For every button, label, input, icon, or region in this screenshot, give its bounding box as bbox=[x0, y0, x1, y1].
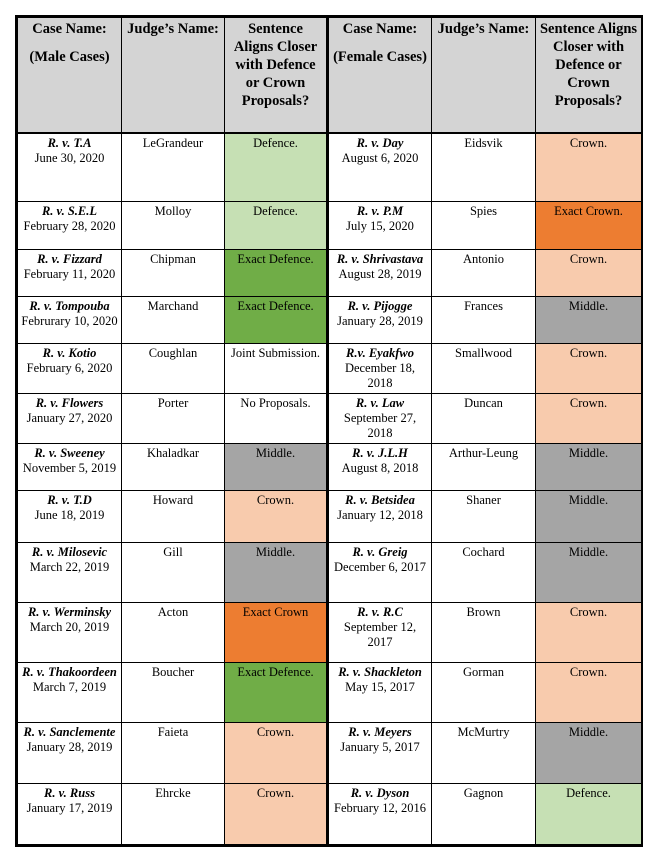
m-alignment-cell: Middle. bbox=[225, 444, 328, 491]
m-alignment-cell: Exact Defence. bbox=[225, 297, 328, 344]
m-judge-cell: Howard bbox=[122, 491, 225, 543]
f-case-name: R. v. Greig bbox=[352, 545, 408, 559]
f-case-name: R. v. Betsidea bbox=[345, 493, 415, 507]
table-row bbox=[18, 250, 642, 297]
m-case-date: February 11, 2020 bbox=[23, 267, 116, 281]
f-judge-cell: Spies bbox=[432, 202, 536, 250]
m-case-date: February 28, 2020 bbox=[23, 219, 116, 233]
m-case-cell bbox=[18, 297, 122, 344]
m-case-name: R. v. Sweeney bbox=[34, 446, 105, 460]
table-row bbox=[18, 543, 642, 603]
f-alignment-cell: Middle. bbox=[536, 444, 642, 491]
header-male-alignment: Sentence Aligns Closer with Defence or Crown Proposals? bbox=[225, 18, 328, 133]
table-row bbox=[18, 297, 642, 344]
m-case-name: R. v. Thakoordeen bbox=[22, 665, 117, 679]
m-judge-cell: LeGrandeur bbox=[122, 133, 225, 202]
m-case-name: R. v. T.D bbox=[47, 493, 92, 507]
table-row bbox=[18, 394, 642, 444]
m-case-name: R. v. Tompouba bbox=[29, 299, 110, 313]
table-row bbox=[18, 603, 642, 663]
header-female-case: Case Name: (Female Cases) bbox=[328, 18, 432, 133]
table-row bbox=[18, 344, 642, 394]
f-judge-cell: Antonio bbox=[432, 250, 536, 297]
f-judge-cell: Gorman bbox=[432, 663, 536, 723]
f-alignment-cell: Exact Crown. bbox=[536, 202, 642, 250]
m-case-date: March 22, 2019 bbox=[29, 560, 110, 574]
m-case-date: January 28, 2019 bbox=[26, 740, 113, 754]
f-case-name: R.v. Eyakfwo bbox=[346, 346, 414, 360]
m-alignment-cell: Defence. bbox=[225, 133, 328, 202]
m-case-date: March 20, 2019 bbox=[29, 620, 110, 634]
f-case-date: August 6, 2020 bbox=[341, 150, 419, 165]
m-judge-cell: Khaladkar bbox=[122, 444, 225, 491]
f-case-cell bbox=[328, 663, 432, 723]
f-case-cell bbox=[328, 133, 432, 202]
f-case-name: R. v. Meyers bbox=[348, 725, 412, 739]
f-case-cell bbox=[328, 202, 432, 250]
f-judge-cell: Gagnon bbox=[432, 784, 536, 845]
f-case-cell bbox=[328, 603, 432, 663]
m-alignment-cell: Crown. bbox=[225, 723, 328, 784]
f-case-date: July 15, 2020 bbox=[346, 219, 414, 233]
m-case-cell bbox=[18, 723, 122, 784]
f-case-cell bbox=[328, 444, 432, 491]
m-alignment-cell: Crown. bbox=[225, 491, 328, 543]
f-alignment-cell: Crown. bbox=[536, 603, 642, 663]
m-alignment-cell: Exact Defence. bbox=[225, 250, 328, 297]
f-case-date: December 6, 2017 bbox=[334, 560, 426, 574]
f-case-cell bbox=[328, 394, 432, 444]
f-case-cell bbox=[328, 344, 432, 394]
m-case-date: June 30, 2020 bbox=[34, 150, 105, 165]
f-alignment-cell: Middle. bbox=[536, 543, 642, 603]
f-case-date: February 12, 2016 bbox=[334, 801, 426, 815]
f-case-date: August 8, 2018 bbox=[341, 461, 419, 475]
m-judge-cell: Chipman bbox=[122, 250, 225, 297]
f-alignment-cell: Defence. bbox=[536, 784, 642, 845]
m-judge-cell: Gill bbox=[122, 543, 225, 603]
f-case-cell bbox=[328, 297, 432, 344]
f-case-cell bbox=[328, 543, 432, 603]
m-case-date: February 6, 2020 bbox=[26, 361, 113, 375]
f-alignment-cell: Crown. bbox=[536, 250, 642, 297]
f-judge-cell: McMurtry bbox=[432, 723, 536, 784]
table-row bbox=[18, 444, 642, 491]
m-judge-cell: Molloy bbox=[122, 202, 225, 250]
m-alignment-cell: Middle. bbox=[225, 543, 328, 603]
m-case-cell bbox=[18, 344, 122, 394]
f-case-cell bbox=[328, 723, 432, 784]
f-case-name: R. v. J.L.H bbox=[352, 446, 408, 460]
m-case-date: March 7, 2019 bbox=[32, 680, 107, 694]
table-row bbox=[18, 784, 642, 845]
f-alignment-cell: Crown. bbox=[536, 344, 642, 394]
m-alignment-cell: Defence. bbox=[225, 202, 328, 250]
f-case-date: January 5, 2017 bbox=[340, 740, 420, 754]
m-case-cell bbox=[18, 394, 122, 444]
m-judge-cell: Porter bbox=[122, 394, 225, 444]
m-case-name: R. v. Sanclemente bbox=[23, 725, 116, 739]
m-case-cell bbox=[18, 133, 122, 202]
f-case-name: R. v. Pijogge bbox=[347, 299, 413, 313]
f-case-name: R. v. Shrivastava bbox=[336, 252, 424, 266]
m-judge-cell: Coughlan bbox=[122, 344, 225, 394]
m-alignment-cell: Joint Submission. bbox=[225, 344, 328, 394]
f-judge-cell: Arthur-Leung bbox=[432, 444, 536, 491]
m-case-date: January 27, 2020 bbox=[26, 411, 113, 425]
m-case-cell bbox=[18, 250, 122, 297]
f-judge-cell: Cochard bbox=[432, 543, 536, 603]
f-case-date: January 28, 2019 bbox=[337, 314, 423, 328]
f-case-cell bbox=[328, 491, 432, 543]
f-case-name: R. v. R.C bbox=[357, 605, 403, 619]
m-judge-cell: Faieta bbox=[122, 723, 225, 784]
m-case-name: R. v. S.E.L bbox=[41, 204, 98, 218]
m-case-cell bbox=[18, 202, 122, 250]
m-judge-cell: Acton bbox=[122, 603, 225, 663]
table-row bbox=[18, 491, 642, 543]
m-case-name: R. v. Flowers bbox=[35, 396, 104, 410]
m-alignment-cell: No Proposals. bbox=[225, 394, 328, 444]
m-case-cell bbox=[18, 603, 122, 663]
m-case-cell bbox=[18, 543, 122, 603]
f-case-name: R. v. P.M bbox=[356, 204, 404, 218]
f-alignment-cell: Crown. bbox=[536, 663, 642, 723]
m-alignment-cell: Exact Defence. bbox=[225, 663, 328, 723]
m-case-name: R. v. Fizzard bbox=[37, 252, 102, 266]
m-case-date: November 5, 2019 bbox=[22, 461, 117, 475]
f-judge-cell: Eidsvik bbox=[432, 133, 536, 202]
header-row bbox=[18, 18, 642, 133]
f-alignment-cell: Middle. bbox=[536, 723, 642, 784]
m-case-date: June 18, 2019 bbox=[34, 508, 105, 522]
table-row bbox=[18, 202, 642, 250]
f-case-date: September 12, 2017 bbox=[343, 620, 417, 649]
m-case-cell bbox=[18, 784, 122, 845]
f-case-name: R. v. Dyson bbox=[350, 786, 410, 800]
m-case-name: R. v. Russ bbox=[44, 786, 95, 800]
m-case-name: R. v. Werminsky bbox=[27, 605, 112, 619]
f-alignment-cell: Middle. bbox=[536, 491, 642, 543]
m-case-cell bbox=[18, 663, 122, 723]
f-case-name: R. v. Shackleton bbox=[338, 665, 422, 679]
header-female-judge: Judge’s Name: bbox=[432, 18, 536, 133]
m-case-cell bbox=[18, 491, 122, 543]
m-case-name: R. v. Milosevic bbox=[31, 545, 108, 559]
table-row bbox=[18, 133, 642, 202]
sentencing-table-container bbox=[15, 15, 643, 847]
f-case-name: R. v. Day bbox=[356, 135, 404, 150]
f-case-cell bbox=[328, 250, 432, 297]
f-judge-cell: Frances bbox=[432, 297, 536, 344]
table-row bbox=[18, 723, 642, 784]
header-female-alignment: Sentence Aligns Closer with Defence or Crown Proposals? bbox=[536, 18, 642, 133]
m-judge-cell: Marchand bbox=[122, 297, 225, 344]
f-case-date: September 27, 2018 bbox=[343, 411, 417, 440]
m-alignment-cell: Exact Crown bbox=[225, 603, 328, 663]
table-row bbox=[18, 663, 642, 723]
table-body bbox=[18, 133, 642, 845]
f-case-cell bbox=[328, 784, 432, 845]
m-judge-cell: Boucher bbox=[122, 663, 225, 723]
f-judge-cell: Duncan bbox=[432, 394, 536, 444]
f-alignment-cell: Crown. bbox=[536, 133, 642, 202]
header-male-judge: Judge’s Name: bbox=[122, 18, 225, 133]
m-case-date: Februrary 10, 2020 bbox=[21, 314, 118, 328]
m-case-name: R. v. Kotio bbox=[42, 346, 97, 360]
m-case-date: January 17, 2019 bbox=[26, 801, 113, 815]
m-case-name: R. v. T.A bbox=[47, 135, 92, 150]
m-judge-cell: Ehrcke bbox=[122, 784, 225, 845]
m-alignment-cell: Crown. bbox=[225, 784, 328, 845]
f-case-name: R. v. Law bbox=[355, 396, 405, 410]
f-case-date: August 28, 2019 bbox=[338, 267, 422, 281]
sentencing-comparison-table bbox=[17, 17, 642, 845]
m-case-cell bbox=[18, 444, 122, 491]
f-judge-cell: Smallwood bbox=[432, 344, 536, 394]
f-judge-cell: Shaner bbox=[432, 491, 536, 543]
f-case-date: December 18, 2018 bbox=[344, 361, 416, 390]
f-judge-cell: Brown bbox=[432, 603, 536, 663]
f-case-date: January 12, 2018 bbox=[337, 508, 423, 522]
f-alignment-cell: Middle. bbox=[536, 297, 642, 344]
f-alignment-cell: Crown. bbox=[536, 394, 642, 444]
f-case-date: May 15, 2017 bbox=[345, 680, 415, 694]
header-male-case: Case Name: (Male Cases) bbox=[18, 18, 122, 133]
